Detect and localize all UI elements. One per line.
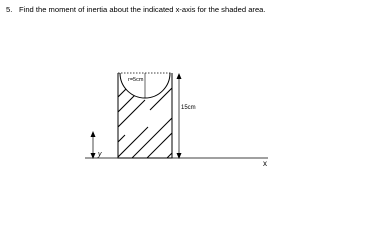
height-label: 15cm	[181, 105, 196, 111]
y-dimension	[91, 131, 96, 159]
x-axis-label: x	[263, 159, 267, 168]
hatch-pattern	[100, 75, 200, 182]
height-dimension	[177, 73, 182, 159]
problem-text: Find the moment of inertia about the indicated x-axis for the shaded area.	[19, 5, 266, 14]
radius-label: r=5cm	[128, 77, 144, 83]
problem-number: 5.	[6, 5, 13, 14]
y-label: y	[98, 151, 102, 158]
